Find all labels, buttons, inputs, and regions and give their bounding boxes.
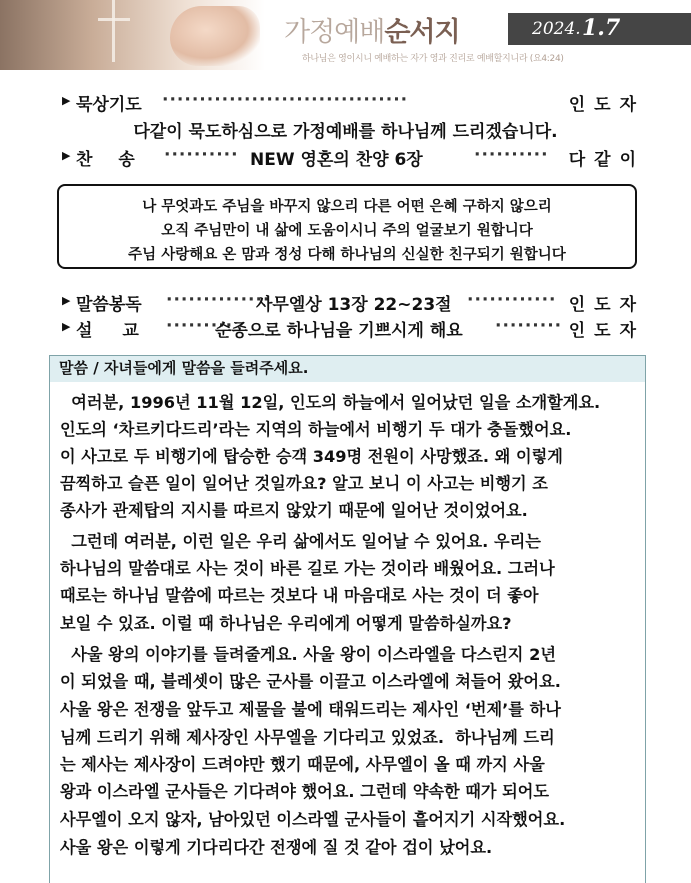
header-banner bbox=[0, 0, 691, 70]
bullet-arrow-icon: ▶ bbox=[62, 294, 71, 307]
message-line: 이 되었을 때, 블레셋이 많은 군사를 이끌고 이스라엘에 쳐들어 왔어요. bbox=[60, 672, 561, 691]
hymn-leader: 다같이 bbox=[568, 150, 645, 170]
message-line: 사울 왕은 전쟁을 앞두고 제물을 불에 태워드리는 제사인 ‘번제’를 하나 bbox=[60, 700, 561, 719]
prayer-leader-dots: ································· bbox=[162, 90, 409, 110]
order-sermon bbox=[62, 316, 645, 341]
title-light: 가정예배 bbox=[284, 17, 385, 48]
message-box bbox=[49, 355, 646, 883]
scripture-dots-right: ············ bbox=[467, 290, 557, 310]
prayer-text: 다같이 묵도하심으로 가정예배를 하나님께 드리겠습니다. bbox=[133, 122, 558, 142]
hymn-lyric-line: 오직 주님만이 내 삶에 도움이시니 주의 얼굴보기 원합니다 bbox=[161, 223, 533, 239]
cross-icon-bar bbox=[98, 18, 130, 21]
message-line: 종사가 관제탑의 지시를 따르지 않았기 때문에 일어난 것이었어요. bbox=[60, 501, 528, 520]
hymn-lyric-line: 주님 사랑해요 온 맘과 정성 다해 하나님의 신실한 친구되기 원합니다 bbox=[128, 247, 566, 263]
header-verse: 하나님은 영이시니 예배하는 자가 영과 진리로 예배할지니라 (요4:24) bbox=[302, 54, 564, 64]
date-day: 1.7 bbox=[582, 15, 621, 41]
message-line: 왕과 이스라엘 군사들은 기다려야 했어요. 그런데 약속한 때가 되어도 bbox=[60, 782, 550, 801]
hymn-lyrics-box bbox=[57, 184, 637, 269]
hymn-dots-left: ·········· bbox=[164, 145, 239, 165]
prayer-leader: 인도자 bbox=[568, 95, 645, 115]
message-line: 하나님의 말씀대로 사는 것이 바른 길로 가는 것이라 배웠어요. 그러나 bbox=[60, 559, 555, 578]
cross-icon bbox=[112, 0, 115, 62]
sermon-title: 순종으로 하나님을 기쁘시게 해요 bbox=[215, 321, 463, 341]
order-scripture bbox=[62, 290, 645, 315]
message-line: 인도의 ‘차르키다드리’라는 지역의 하늘에서 비행기 두 대가 충돌했어요. bbox=[60, 420, 572, 439]
praying-hands-image bbox=[170, 6, 260, 66]
date-year: 2024. bbox=[532, 19, 581, 39]
scripture-dots-left: ·············· bbox=[166, 290, 271, 310]
sermon-dots-left: ········· bbox=[166, 316, 234, 336]
bullet-arrow-icon: ▶ bbox=[62, 94, 71, 107]
hymn-label: 찬송 bbox=[76, 150, 161, 170]
hymn-title: NEW 영혼의 찬양 6장 bbox=[250, 150, 423, 170]
scripture-label: 말씀봉독 bbox=[76, 295, 142, 315]
sermon-leader: 인도자 bbox=[568, 321, 645, 341]
prayer-label: 묵상기도 bbox=[76, 95, 142, 115]
message-heading: 말씀 / 자녀들에게 말씀을 들려주세요. bbox=[50, 356, 645, 382]
message-line: 때로는 하나님 말씀에 따르는 것보다 내 마음대로 사는 것이 더 좋아 bbox=[60, 586, 539, 605]
message-line: 여러분, 1996년 11월 12일, 인도의 하늘에서 일어났던 일을 소개할게요. bbox=[60, 393, 601, 412]
message-line: 이 사고로 두 비행기에 탑승한 승객 349명 전원이 사망했죠. 왜 이렇게 bbox=[60, 447, 563, 466]
bullet-arrow-icon: ▶ bbox=[62, 149, 71, 162]
header-photo bbox=[0, 0, 265, 70]
sermon-label: 설교 bbox=[76, 321, 169, 341]
message-line: 는 제사는 제사장이 드려야만 했기 때문에, 사무엘이 올 때 까지 사울 bbox=[60, 755, 545, 774]
message-line: 사울 왕은 이렇게 기다리다간 전쟁에 질 것 같아 겁이 났어요. bbox=[60, 838, 493, 857]
message-line: 보일 수 있죠. 이럴 때 하나님은 우리에게 어떻게 말씀하실까요? bbox=[60, 614, 512, 633]
scripture-leader: 인도자 bbox=[568, 295, 645, 315]
message-line: 님께 드리기 위해 제사장인 사무엘을 기다리고 있었죠. 하나님께 드리 bbox=[60, 728, 555, 747]
bullet-arrow-icon: ▶ bbox=[62, 320, 71, 333]
title-bold: 순서지 bbox=[384, 17, 460, 48]
message-line: 사울 왕의 이야기를 들려줄게요. 사울 왕이 이스라엘을 다스린지 2년 bbox=[60, 645, 556, 664]
order-prayer bbox=[62, 90, 645, 115]
message-line: 사무엘이 오지 않자, 남아있던 이스라엘 군사들이 흩어지기 시작했어요. bbox=[60, 810, 566, 829]
sermon-dots-right: ········· bbox=[495, 316, 563, 336]
hymn-lyric-line: 나 무엇과도 주님을 바꾸지 않으리 다른 어떤 은혜 구하지 않으리 bbox=[142, 199, 552, 215]
scripture-ref: 사무엘상 13장 22~23절 bbox=[256, 295, 452, 315]
order-hymn bbox=[62, 145, 645, 170]
message-line: 끔찍하고 슬픈 일이 일어난 것일까요? 알고 보니 이 사고는 비행기 조 bbox=[60, 474, 548, 493]
hymn-dots-right: ·········· bbox=[474, 145, 549, 165]
message-line: 그런데 여러분, 이런 일은 우리 삶에서도 일어날 수 있어요. 우리는 bbox=[60, 532, 541, 551]
date-badge bbox=[508, 13, 691, 45]
page-title bbox=[284, 10, 460, 49]
